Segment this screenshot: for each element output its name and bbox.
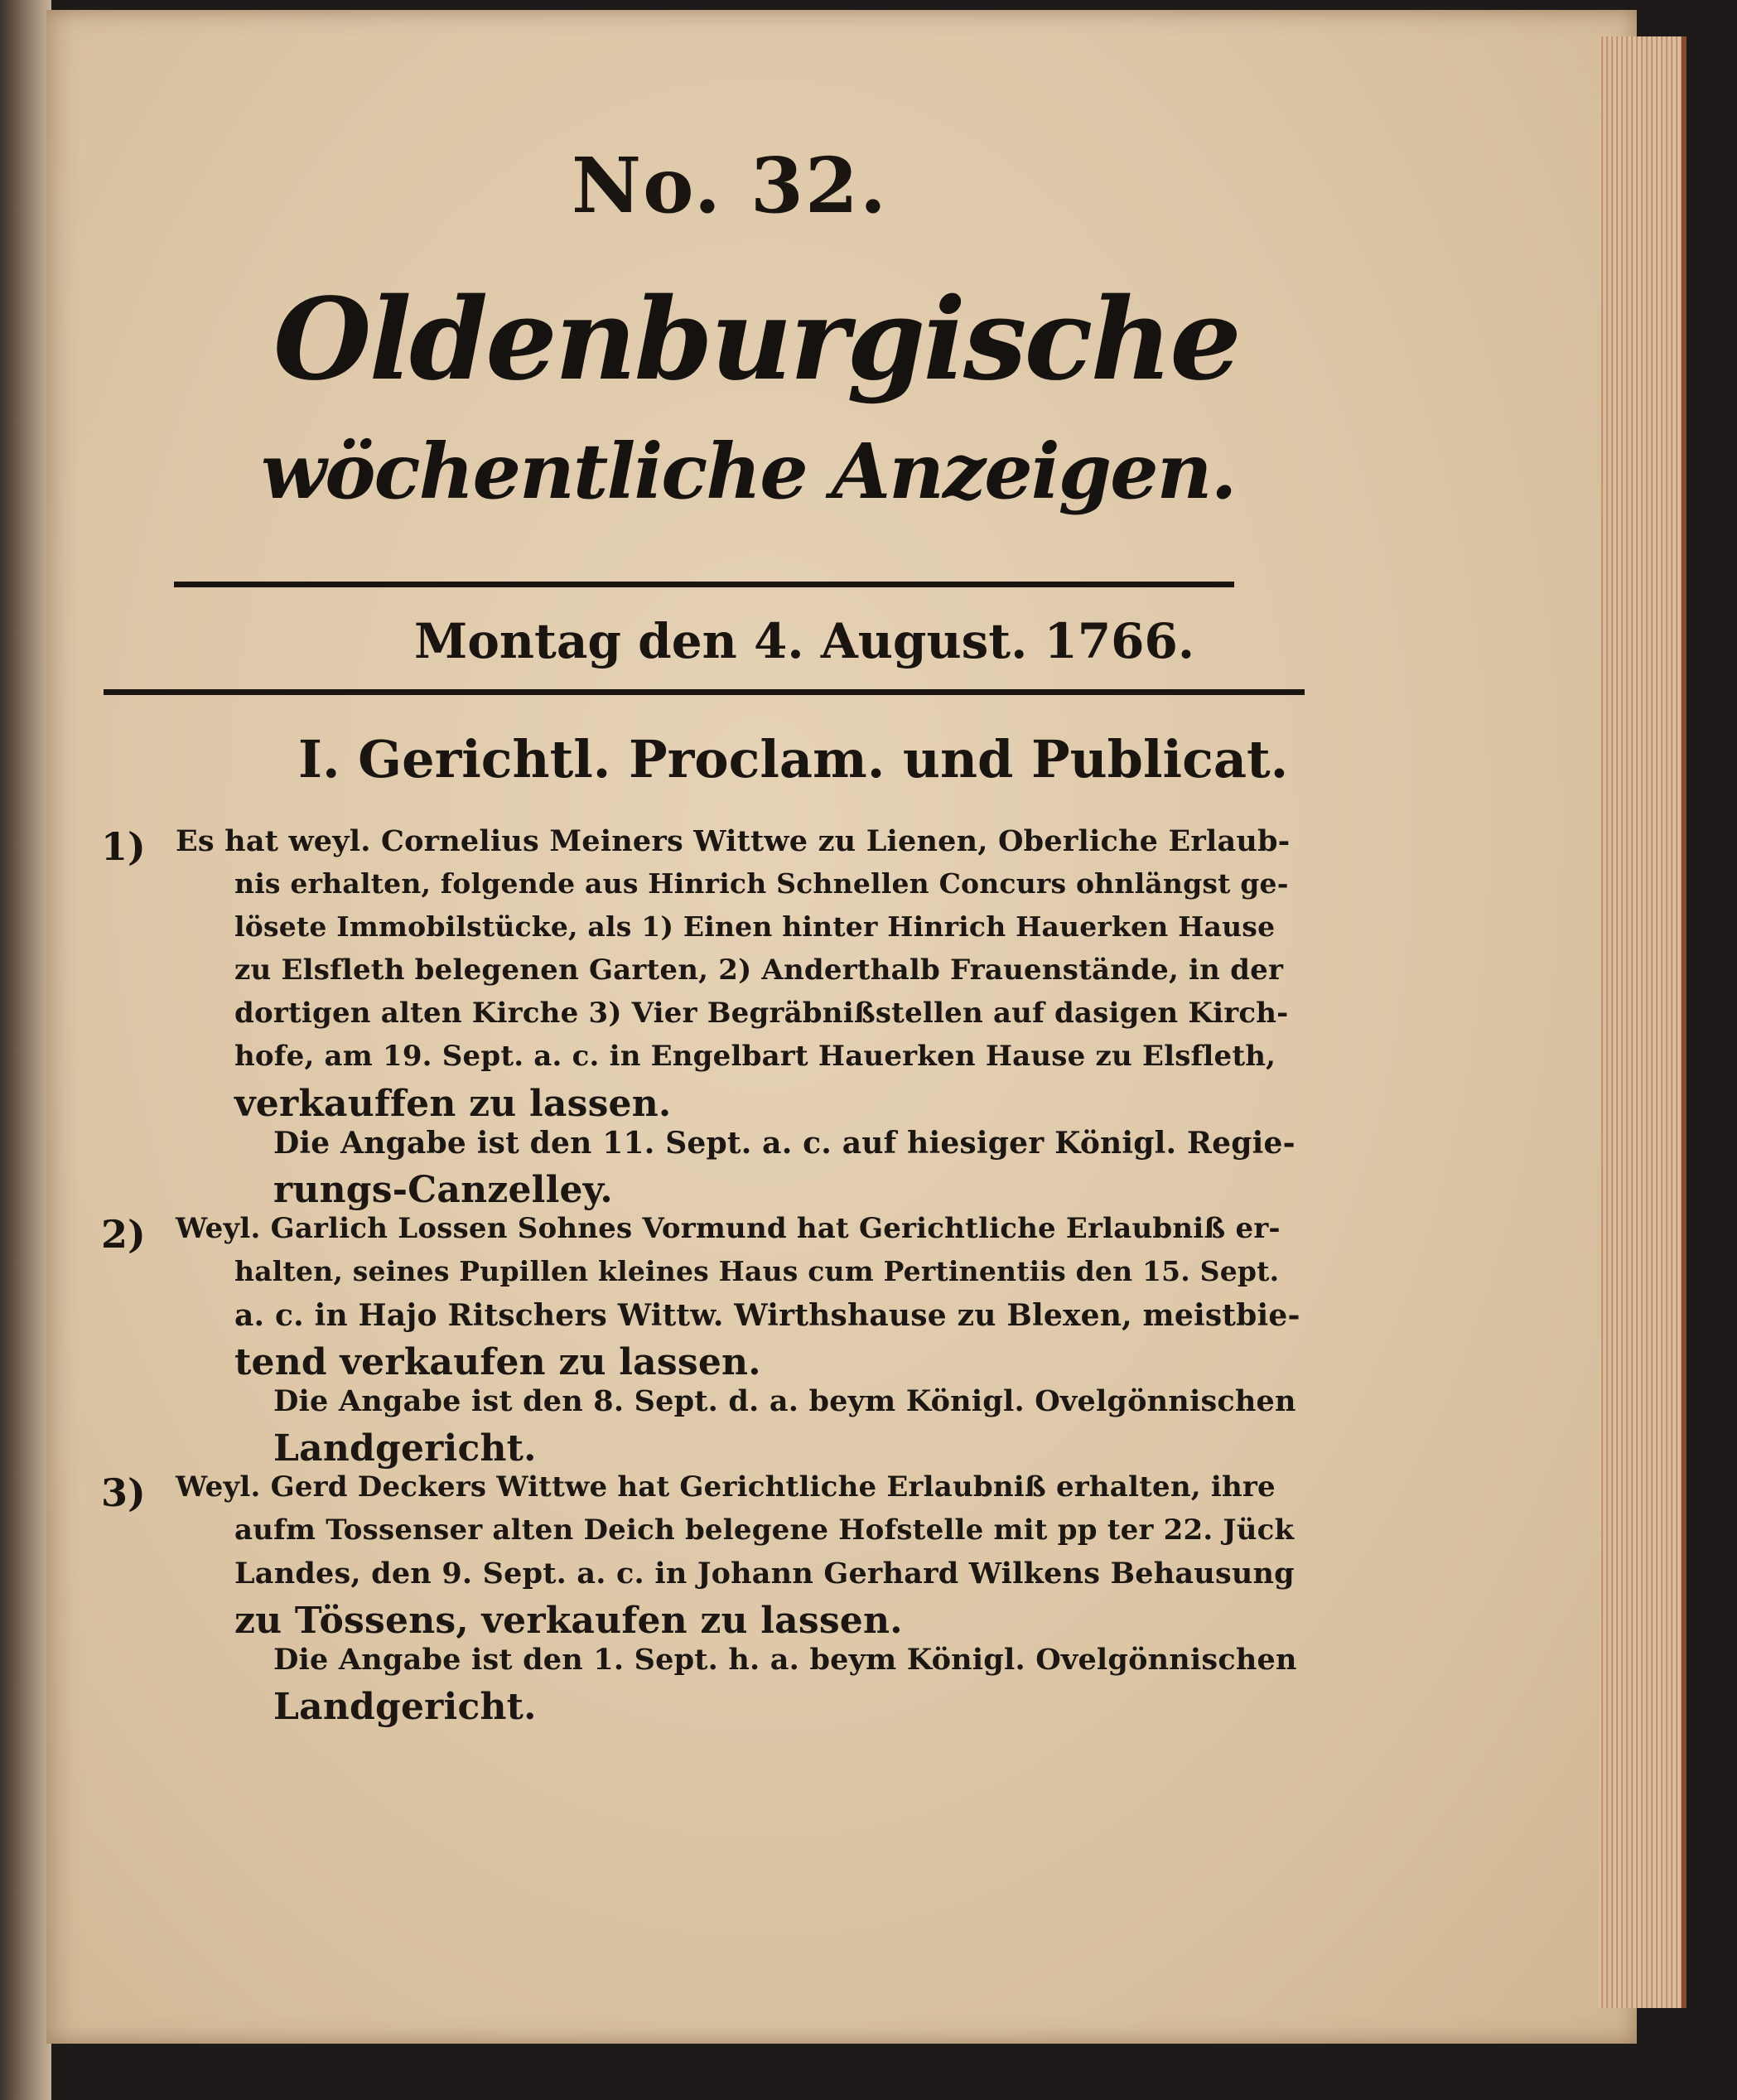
masthead-title: Oldenburgische <box>273 273 1239 406</box>
entry-line: halten, seines Pupillen kleines Haus cum Pertinentiis den 15. Sept. <box>234 1255 1280 1287</box>
issue-date: Montag den 4. August. 1766. <box>414 613 1195 669</box>
entry-number: 2) <box>101 1212 146 1257</box>
entry-line: zu Elsfleth belegenen Garten, 2) Anderthalb Frauenstände, in der <box>234 953 1284 987</box>
entry-note-line: Die Angabe ist den 11. Sept. a. c. auf hiesiger Königl. Regie- <box>273 1126 1296 1161</box>
entry-line: hofe, am 19. Sept. a. c. in Engelbart Hauerken Hause zu Elsfleth, <box>234 1040 1276 1073</box>
entry-note-line: Landgericht. <box>273 1686 537 1728</box>
entry-line: verkauffen zu lassen. <box>234 1083 672 1125</box>
entry-line: aufm Tossenser alten Deich belegene Hofstelle mit pp ter 22. Jück <box>234 1513 1295 1547</box>
entry-number: 3) <box>101 1470 146 1515</box>
page-stack-edges <box>1599 36 1686 2008</box>
date-rule <box>104 689 1305 695</box>
masthead-rule <box>174 582 1234 587</box>
entry-line: lösete Immobilstücke, als 1) Einen hinter Hinrich Hauerken Hause <box>234 910 1276 943</box>
entry-note-line: Die Angabe ist den 1. Sept. h. a. beym Königl. Ovelgönnischen <box>273 1643 1297 1677</box>
entry-line: zu Tössens, verkaufen zu lassen. <box>234 1600 903 1642</box>
issue-number: No. 32. <box>572 141 888 230</box>
left-page-edge <box>0 0 51 2100</box>
section-heading: I. Gerichtl. Proclam. und Publicat. <box>298 729 1289 789</box>
entry-number: 1) <box>101 824 146 869</box>
entry-line: Landes, den 9. Sept. a. c. in Johann Gerhard Wilkens Behausung <box>234 1557 1295 1591</box>
entry-line: a. c. in Hajo Ritschers Wittw. Wirthshause zu Blexen, meistbie- <box>234 1298 1300 1333</box>
entry-note-line: Die Angabe ist den 8. Sept. d. a. beym Königl. Ovelgönnischen <box>273 1384 1296 1418</box>
entry-line: nis erhalten, folgende aus Hinrich Schnellen Concurs ohnlängst ge- <box>234 867 1289 900</box>
entry-line: Weyl. Garlich Lossen Sohnes Vormund hat Gerichtliche Erlaubniß er- <box>176 1212 1281 1245</box>
entry-line: dortigen alten Kirche 3) Vier Begräbnißstellen auf dasigen Kirch- <box>234 997 1289 1030</box>
masthead-subtitle: wöchentliche Anzeigen. <box>261 427 1236 516</box>
entry-line: tend verkaufen zu lassen. <box>234 1341 761 1383</box>
entry-line: Weyl. Gerd Deckers Wittwe hat Gerichtliche Erlaubniß erhalten, ihre <box>176 1470 1276 1504</box>
entry-note-line: rungs-Canzelley. <box>273 1169 613 1211</box>
entry-line: Es hat weyl. Cornelius Meiners Wittwe zu Lienen, Oberliche Erlaub- <box>176 824 1291 858</box>
entry-note-line: Landgericht. <box>273 1427 537 1470</box>
